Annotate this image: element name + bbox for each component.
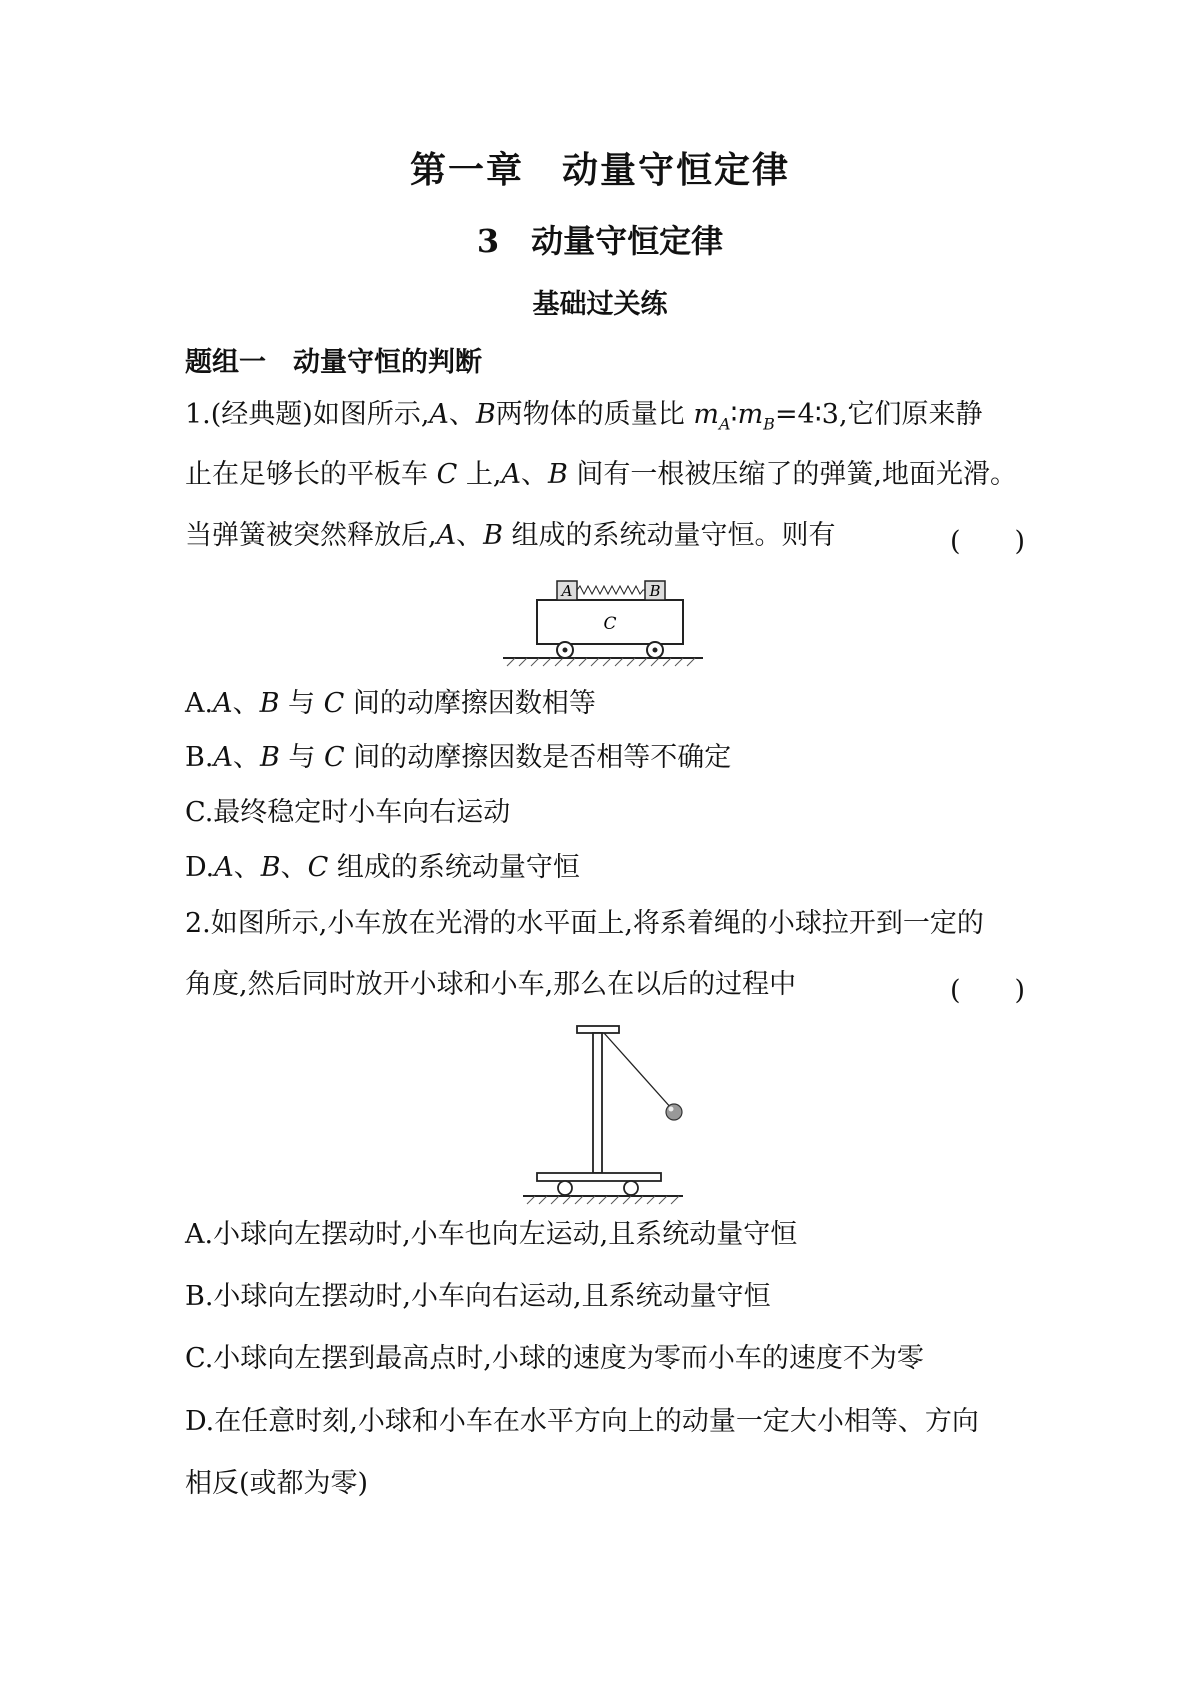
- q2-option-a: A.小球向左摆动时,小车也向左运动,且系统动量守恒: [185, 1219, 798, 1250]
- section-title: 3 动量守恒定律: [476, 222, 724, 260]
- spring: [577, 586, 645, 594]
- q2-option-d-line-1: D.在任意时刻,小球和小车在水平方向上的动量一定大小相等、方向: [185, 1406, 979, 1437]
- q1-line-2: 止在足够长的平板车 C 上,A、B 间有一根被压缩了的弹簧,地面光滑。: [185, 459, 1017, 490]
- q1-answer-bracket: ( ): [950, 526, 1026, 557]
- pendulum-post: [593, 1033, 602, 1173]
- q1-figure: [503, 574, 703, 674]
- q2-option-c: C.小球向左摆到最高点时,小球的速度为零而小车的速度不为零: [185, 1343, 924, 1374]
- label-b: B: [649, 582, 661, 600]
- q1-option-c: C.最终稳定时小车向右运动: [185, 797, 511, 828]
- pendulum-string: [604, 1033, 672, 1109]
- q1-option-a: A.A、B 与 C 间的动摩擦因数相等: [185, 688, 596, 719]
- q1-line-1: 1.(经典题)如图所示,A、B两物体的质量比 $m_A∶m_B=4∶3$,它们原来静: [185, 399, 983, 434]
- q2-line-2: 角度,然后同时放开小球和小车,那么在以后的过程中: [185, 969, 797, 1000]
- label-c: C: [603, 614, 617, 634]
- q2-option-d-line-2: 相反(或都为零): [185, 1468, 369, 1499]
- q2-figure: [513, 1022, 693, 1192]
- q1-option-d: D.A、B、C 组成的系统动量守恒: [185, 852, 580, 883]
- q2-option-b: B.小球向左摆动时,小车向右运动,且系统动量守恒: [185, 1281, 771, 1312]
- group-title: 题组一 动量守恒的判断: [185, 347, 482, 378]
- q1-option-b: B.A、B 与 C 间的动摩擦因数是否相等不确定: [185, 742, 732, 773]
- q2-line-1: 2.如图所示,小车放在光滑的水平面上,将系着绳的小球拉开到一定的: [185, 908, 984, 939]
- cart-wheel: [558, 1181, 572, 1195]
- cart-platform: [537, 1173, 661, 1181]
- pendulum-ball: [666, 1104, 682, 1120]
- pendulum-crossbar: [577, 1026, 619, 1033]
- practice-title: 基础过关练: [532, 289, 668, 320]
- chapter-title: 第一章 动量守恒定律: [409, 149, 790, 191]
- q2-answer-bracket: ( ): [950, 975, 1026, 1006]
- q1-line-3: 当弹簧被突然释放后,A、B 组成的系统动量守恒。则有: [185, 520, 836, 551]
- label-a: A: [561, 582, 573, 600]
- cart-wheel: [624, 1181, 638, 1195]
